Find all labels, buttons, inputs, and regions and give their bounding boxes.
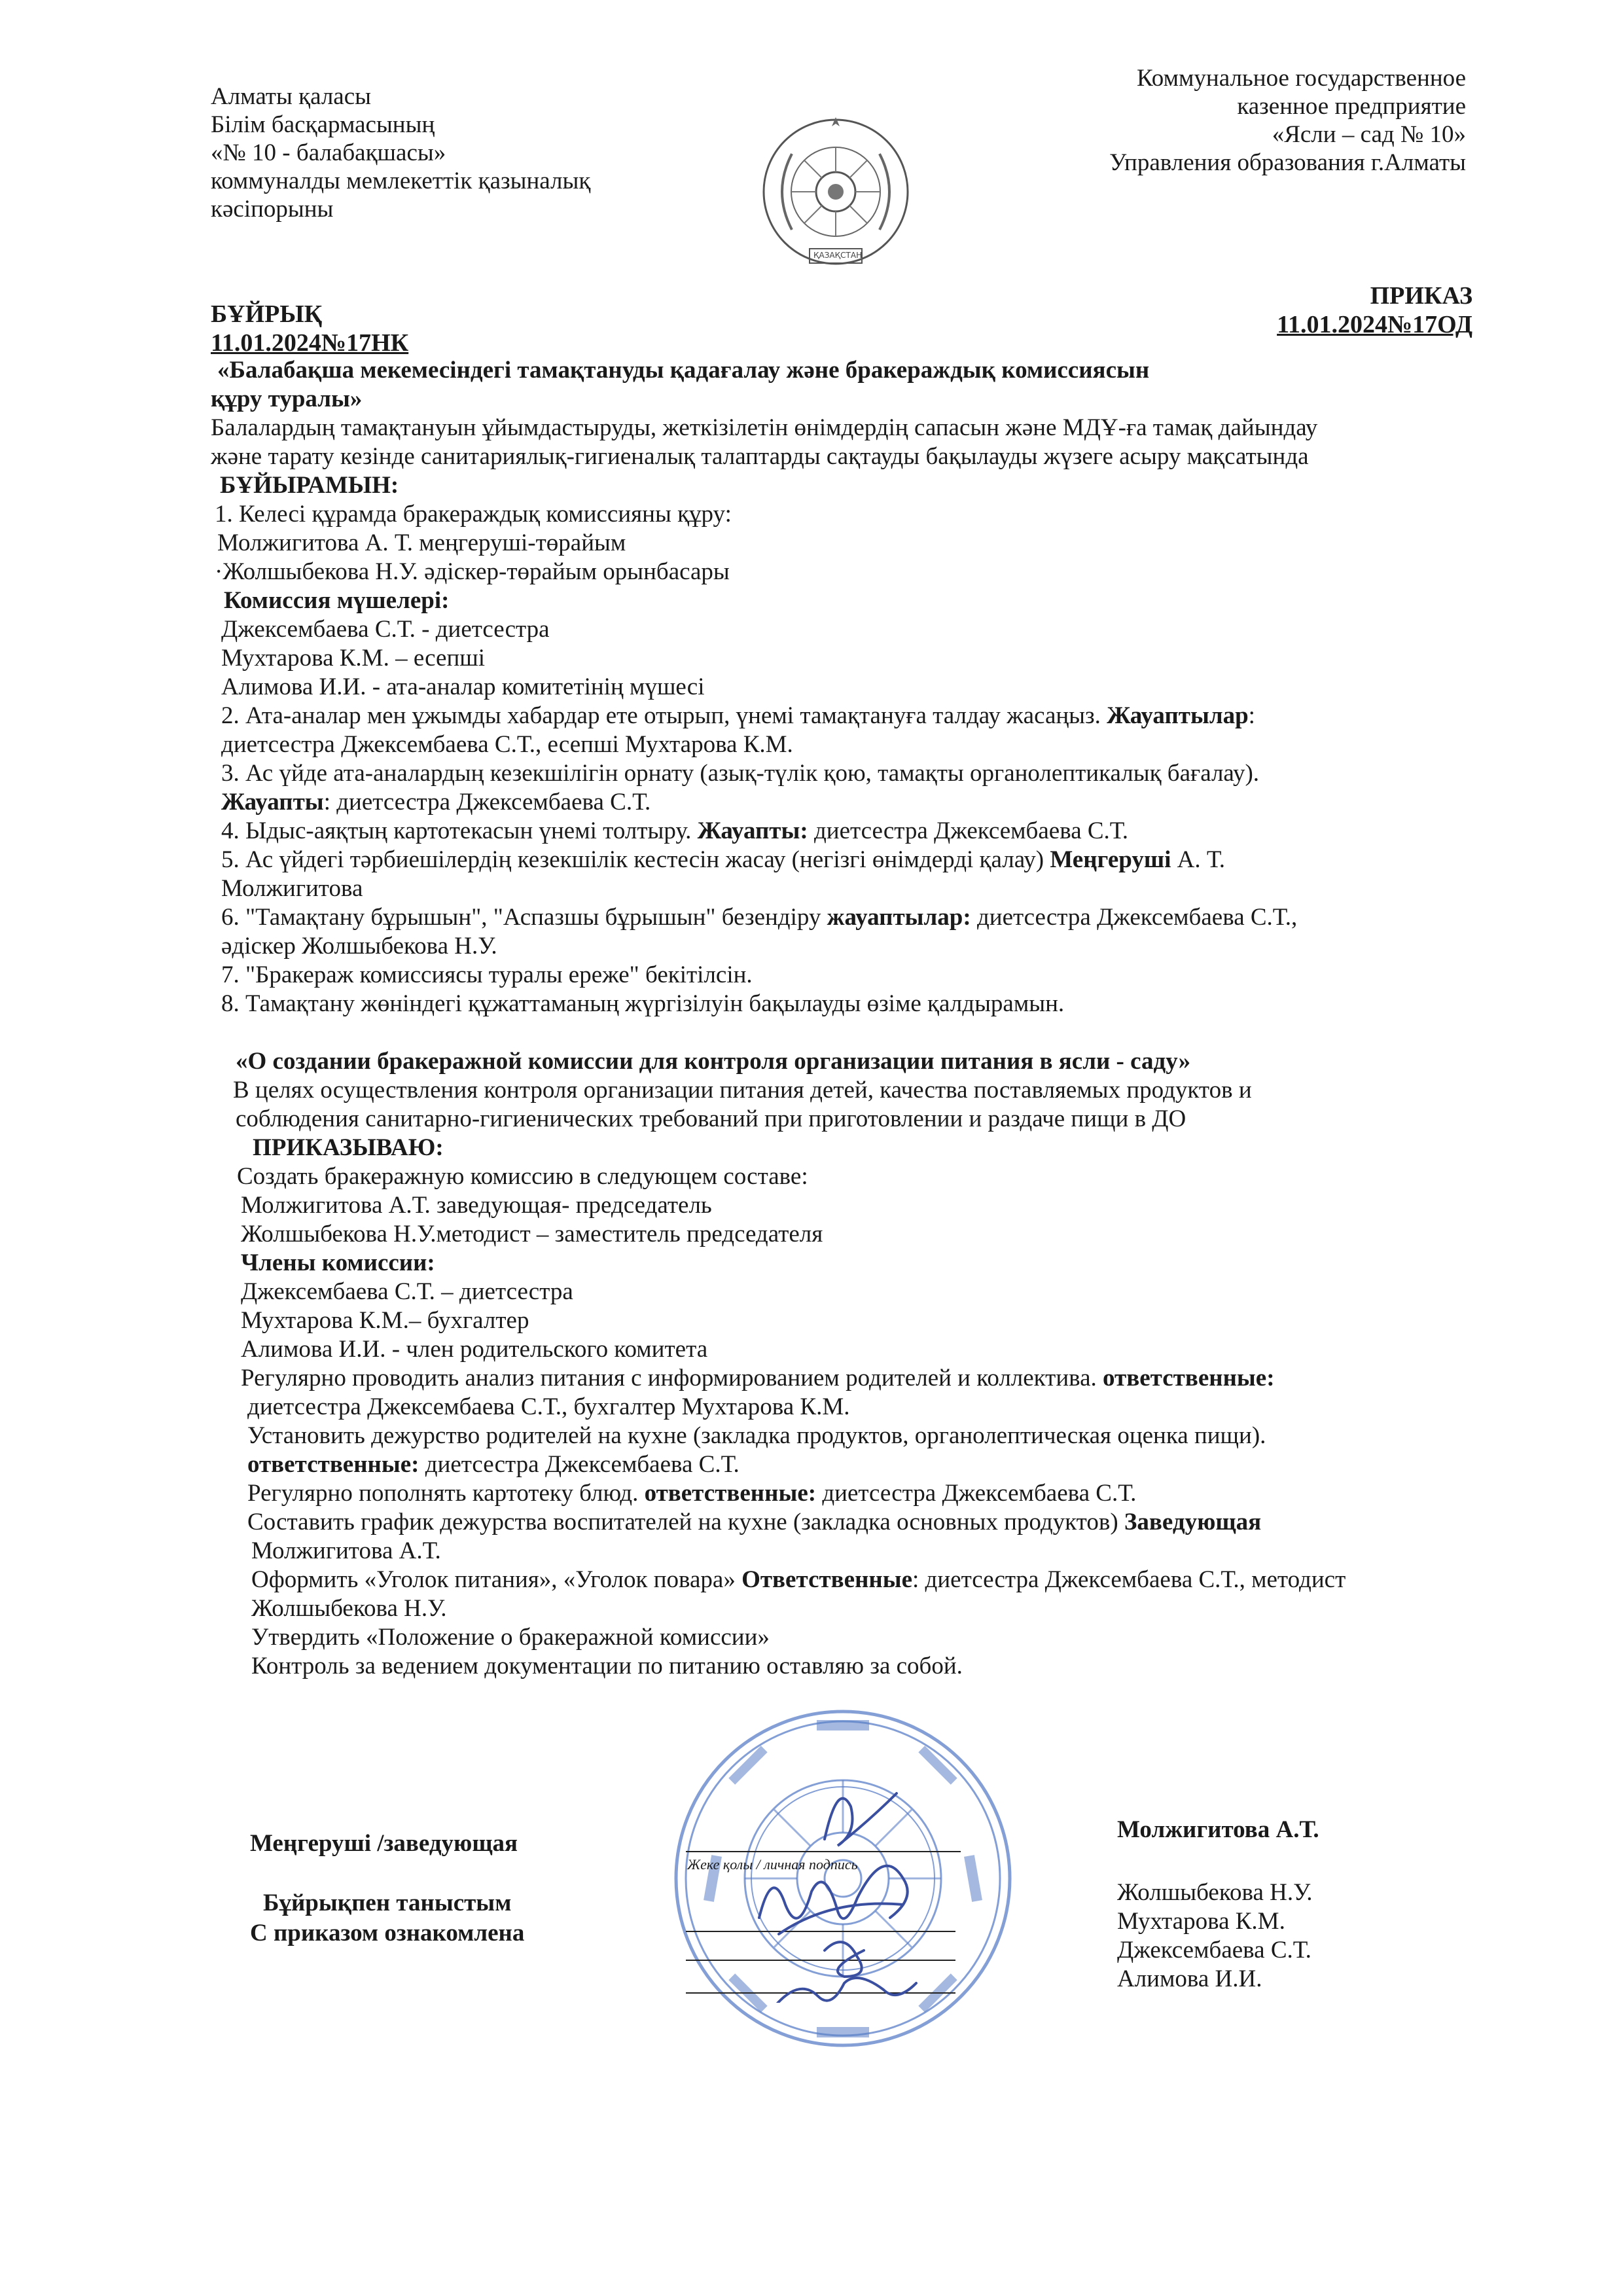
ru-member: Мухтарова К.М.– бухгалтер bbox=[241, 1307, 529, 1334]
ru-item-2 bbox=[241, 1364, 1487, 1393]
document-body bbox=[211, 356, 1487, 1681]
kz-title: «Балабақша мекемесіндегі тамақтануды қадағалау және бракераждық комиссиясын bbox=[217, 357, 1150, 384]
ru-title: «О создании бракеражной комиссии для контроля организации питания в ясли - саду» bbox=[236, 1048, 1191, 1075]
ru-member: Джексембаева С.Т. – диетсестра bbox=[241, 1278, 573, 1305]
ru-item-5-cont: Молжигитова А.Т. bbox=[251, 1537, 441, 1564]
header-ru-line: «Ясли – сад № 10» bbox=[1272, 121, 1466, 148]
kz-item-5-cont: Молжигитова bbox=[221, 875, 363, 902]
kz-item-4-name: диетсестра Джексембаева С.Т. bbox=[808, 817, 1128, 844]
header-kz-line: «№ 10 - балабақшасы» bbox=[211, 139, 446, 166]
ru-item-2-text: Регулярно проводить анализ питания с информированием родителей и коллектива. bbox=[241, 1365, 1103, 1391]
acknowledged-names bbox=[1117, 1878, 1313, 1994]
kz-item-3: 3. Ас үйде ата-аналардың кезекшілігін орнату (азық-түлік қою, тамақты органолептикалық бағалау). bbox=[221, 760, 1260, 787]
ru-item-3: Установить дежурство родителей на кухне (закладка продуктов, органолептическая оценка пищи). bbox=[247, 1422, 1266, 1449]
state-emblem-icon bbox=[753, 115, 919, 275]
kz-item-6-name: диетсестра Джексембаева С.Т., bbox=[971, 904, 1298, 931]
kz-item-4 bbox=[221, 817, 1487, 846]
kz-members-label: Комиссия мүшелері: bbox=[224, 587, 450, 614]
kz-item-5-resp: Меңгеруші bbox=[1050, 846, 1171, 873]
kz-item-4-resp: Жауапты: bbox=[697, 817, 808, 844]
acknowledged-name: Жолшыбекова Н.У. bbox=[1117, 1879, 1313, 1906]
kz-item-6-cont: әдіскер Жолшыбекова Н.У. bbox=[221, 933, 497, 960]
doc-number-kz: 11.01.2024№17НК bbox=[211, 329, 409, 357]
ru-item-4-resp: ответственные: bbox=[644, 1480, 817, 1507]
header-kz-line: Алматы қаласы bbox=[211, 83, 371, 110]
kz-item-6-resp: жауаптылар: bbox=[827, 904, 971, 931]
ru-members-label: Члены комиссии: bbox=[241, 1249, 435, 1276]
kz-item-8: 8. Тамақтану жөніндегі құжаттаманың жүргізілуін бақылауды өзіме қалдырамын. bbox=[221, 990, 1065, 1017]
emblem-label: ҚАЗАҚСТАН bbox=[813, 251, 863, 260]
kz-item-4-text: 4. Ыдыс-аяқтың картотекасын үнемі толтыру. bbox=[221, 817, 698, 844]
ru-item-6-cont: Жолшыбекова Н.У. bbox=[251, 1595, 447, 1622]
ru-item-7: Утвердить «Положение о бракеражной комиссии» bbox=[251, 1624, 770, 1651]
kz-item-2 bbox=[221, 702, 1487, 730]
kz-item-1: 1. Келесі құрамда бракераждық комиссияны құру: bbox=[215, 501, 732, 528]
ru-item-4-name: диетсестра Джексембаева С.Т. bbox=[816, 1480, 1137, 1507]
kz-member: Алимова И.И. - ата-аналар комитетінің мүшесі bbox=[221, 673, 705, 700]
ru-item-1: Создать бракеражную комиссию в следующем составе: bbox=[237, 1163, 808, 1190]
header-org-ru bbox=[1008, 64, 1466, 177]
header-kz-line: Білім басқармасының bbox=[211, 111, 435, 138]
signature-caption: Жеке қолы / личная подпись bbox=[687, 1856, 858, 1873]
header-ru-line: казенное предприятие bbox=[1237, 93, 1466, 120]
ru-item-2-resp: ответственные: bbox=[1103, 1365, 1275, 1391]
ru-deputy: Жолшыбекова Н.У.методист – заместитель председателя bbox=[241, 1221, 823, 1247]
acknowledged-name: Джексембаева С.Т. bbox=[1117, 1937, 1311, 1964]
kz-chair: Молжигитова А. Т. меңгеруші-төрайым bbox=[217, 529, 626, 556]
head-position-label: Меңгеруші /заведующая bbox=[250, 1830, 518, 1857]
header-ru-line: Управления образования г.Алматы bbox=[1109, 149, 1466, 176]
ru-item-6-resp: Ответственные bbox=[741, 1566, 913, 1593]
ru-item-5 bbox=[247, 1508, 1487, 1537]
kz-item-5-initials: А. Т. bbox=[1171, 846, 1226, 873]
kz-item-2-cont: диетсестра Джексембаева С.Т., есепші Мухтарова К.М. bbox=[221, 731, 793, 758]
kz-item-3-resp: Жауапты bbox=[221, 789, 324, 816]
kz-item-3-cont bbox=[221, 788, 1487, 817]
ru-item-4-text: Регулярно пополнять картотеку блюд. bbox=[247, 1480, 645, 1507]
acknowledged-kz: Бұйрықпен таныстым bbox=[263, 1890, 512, 1916]
ru-item-5-text: Составить график дежурства воспитателей на кухне (закладка основных продуктов) bbox=[247, 1509, 1124, 1535]
kz-title-cont: құру туралы» bbox=[211, 386, 363, 412]
header-ru-line: Коммунальное государственное bbox=[1136, 65, 1466, 92]
header-kz-line: кәсіпорыны bbox=[211, 196, 334, 223]
ru-item-4 bbox=[247, 1479, 1487, 1508]
kz-deputy: ·Жолшыбекова Н.У. әдіскер-төрайым орынбасары bbox=[215, 558, 730, 585]
kz-item-6-text: 6. "Тамақтану бұрышын", "Аспазшы бұрышын" безендіру bbox=[221, 904, 827, 931]
kz-member: Джексембаева С.Т. - диетсестра bbox=[221, 616, 550, 643]
ru-intro-cont: соблюдения санитарно-гигиенических требований при приготовлении и раздаче пищи в ДО bbox=[236, 1105, 1186, 1132]
doc-id-kz bbox=[211, 300, 408, 357]
header-kz-line: коммуналды мемлекеттік қазыналық bbox=[211, 168, 591, 194]
doc-id-ru bbox=[1211, 281, 1472, 339]
ru-item-6-name: : диетсестра Джексембаева С.Т., методист bbox=[912, 1566, 1346, 1593]
kz-item-2-colon: : bbox=[1248, 702, 1255, 729]
kz-item-2-resp: Жауаптылар bbox=[1107, 702, 1249, 729]
acknowledged-name: Алимова И.И. bbox=[1117, 1965, 1262, 1992]
head-name: Молжигитова А.Т. bbox=[1117, 1816, 1319, 1843]
ru-item-3-resp: ответственные: bbox=[247, 1451, 419, 1478]
kz-member: Мухтарова К.М. – есепші bbox=[221, 645, 486, 672]
ru-order-word: ПРИКАЗЫВАЮ: bbox=[253, 1134, 444, 1161]
ru-item-6-text: Оформить «Уголок питания», «Уголок повара» bbox=[251, 1566, 742, 1593]
acknowledged-name: Мухтарова К.М. bbox=[1117, 1908, 1285, 1935]
doc-type-ru: ПРИКАЗ bbox=[1370, 282, 1472, 310]
acknowledged-ru: С приказом ознакомлена bbox=[250, 1920, 525, 1946]
ru-item-2-cont: диетсестра Джексембаева С.Т., бухгалтер Мухтарова К.М. bbox=[247, 1393, 850, 1420]
ru-item-3-name: диетсестра Джексембаева С.Т. bbox=[419, 1451, 740, 1478]
header-org-kz bbox=[211, 82, 682, 223]
kz-intro-cont: және тарату кезінде санитариялық-гигиеналық талаптарды сақтауды бақылауды жүзеге асыру мақсатында bbox=[211, 443, 1309, 470]
kz-intro: Балалардың тамақтануын ұйымдастыруды, жеткізілетін өнімдердің сапасын және МДҰ-ға тамақ дайындау bbox=[211, 414, 1318, 441]
ru-intro: В целях осуществления контроля организации питания детей, качества поставляемых продуктов и bbox=[233, 1077, 1252, 1103]
kz-item-3-name: : диетсестра Джексембаева С.Т. bbox=[323, 789, 651, 816]
ru-item-3-cont bbox=[247, 1450, 1487, 1479]
kz-item-2-text: 2. Ата-аналар мен ұжымды хабардар ете отырып, үнемі тамақтануға талдау жасаңыз. bbox=[221, 702, 1107, 729]
doc-number-ru: 11.01.2024№17ОД bbox=[1277, 311, 1472, 338]
ru-chair: Молжигитова А.Т. заведующая- председатель bbox=[241, 1192, 712, 1219]
kz-item-6 bbox=[221, 903, 1487, 932]
ru-item-5-resp: Заведующая bbox=[1124, 1509, 1262, 1535]
ru-item-6 bbox=[251, 1566, 1487, 1594]
ru-item-8: Контроль за ведением документации по питанию оставляю за собой. bbox=[251, 1653, 963, 1679]
kz-item-5-text: 5. Ас үйдегі тәрбиешілердің кезекшілік кестесін жасау (негізгі өнімдерді қалау) bbox=[221, 846, 1050, 873]
kz-item-5 bbox=[221, 846, 1487, 874]
doc-type-kz: БҰЙРЫҚ bbox=[211, 300, 323, 328]
kz-item-7: 7. "Бракераж комиссиясы туралы ереже" бекітілсін. bbox=[221, 961, 753, 988]
handwritten-signatures bbox=[733, 1767, 955, 2003]
ru-member: Алимова И.И. - член родительского комитета bbox=[241, 1336, 708, 1363]
section-gap bbox=[211, 1018, 1487, 1047]
kz-order-word: БҰЙЫРАМЫН: bbox=[220, 472, 399, 499]
